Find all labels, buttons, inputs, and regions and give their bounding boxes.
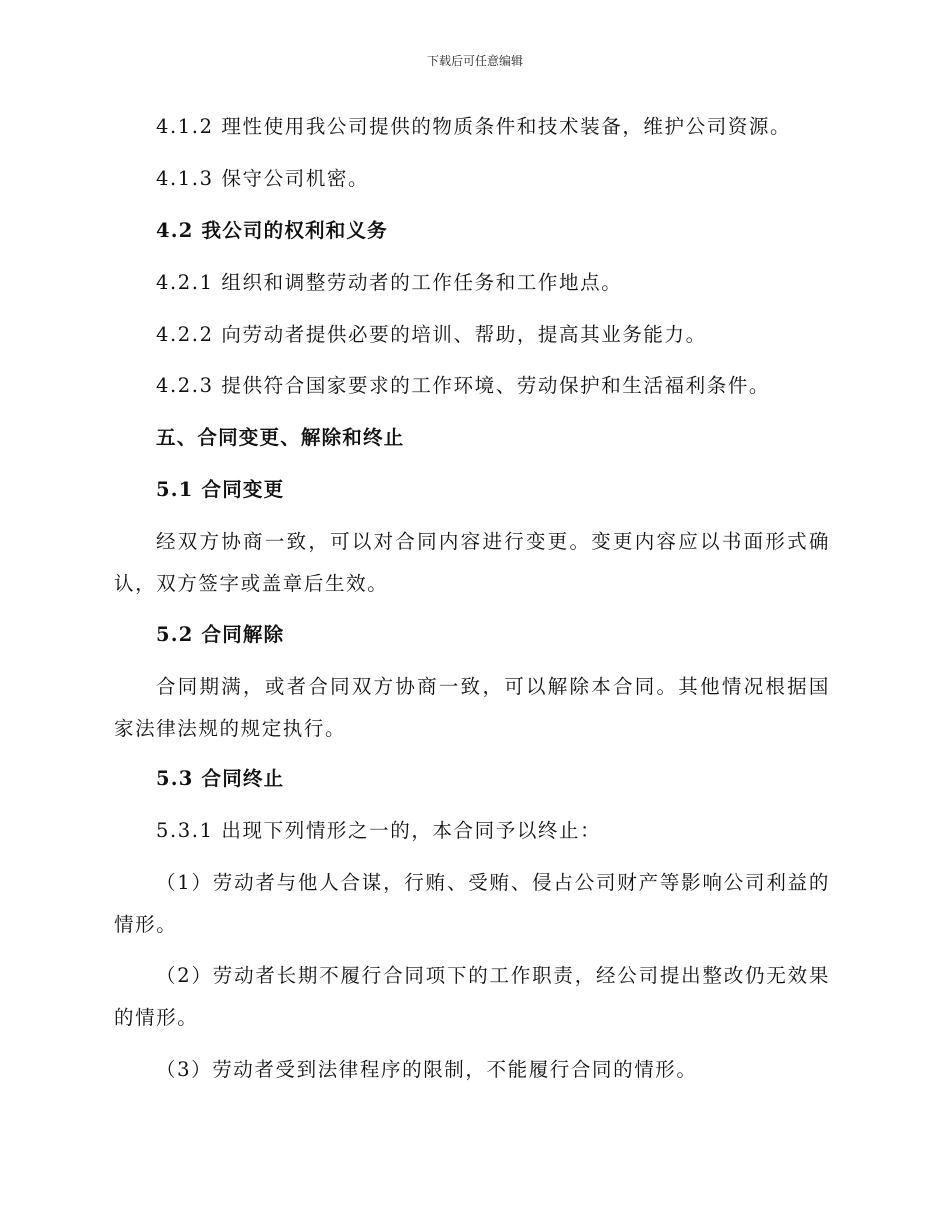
section-heading-5-2: 5.2 合同解除 xyxy=(156,623,285,646)
paragraph-contract-termination: 合同期满，或者合同双方协商一致，可以解除本合同。其他情况根据国家法律法规的规定执行。 xyxy=(114,675,830,740)
list-item-1: （1）劳动者与他人合谋，行贿、受贿、侵占公司财产等影响公司利益的情形。 xyxy=(114,871,830,936)
clause-4-2-3: 4.2.3 提供符合国家要求的工作环境、劳动保护和生活福利条件。 xyxy=(156,374,771,397)
section-heading-4-2: 4.2 我公司的权利和义务 xyxy=(156,219,388,242)
list-item-2: （2）劳动者长期不履行合同项下的工作职责，经公司提出整改仍无效果的情形。 xyxy=(114,964,830,1029)
list-item-3: （3）劳动者受到法律程序的限制，不能履行合同的情形。 xyxy=(156,1058,698,1081)
clause-4-1-3: 4.1.3 保守公司机密。 xyxy=(156,167,370,190)
paragraph-contract-change: 经双方协商一致，可以对合同内容进行变更。变更内容应以书面形式确认，双方签字或盖章后生效。 xyxy=(114,530,830,595)
clause-4-1-2: 4.1.2 理性使用我公司提供的物质条件和技术装备，维护公司资源。 xyxy=(156,115,792,138)
section-heading-5-1: 5.1 合同变更 xyxy=(156,478,285,501)
chapter-heading-5: 五、合同变更、解除和终止 xyxy=(156,426,405,449)
page-header: 下载后可任意编辑 xyxy=(426,54,523,68)
clause-5-3-1: 5.3.1 出现下列情形之一的，本合同予以终止： xyxy=(156,819,602,842)
clause-4-2-2: 4.2.2 向劳动者提供必要的培训、帮助，提高其业务能力。 xyxy=(156,323,707,346)
clause-4-2-1: 4.2.1 组织和调整劳动者的工作任务和工作地点。 xyxy=(156,271,623,294)
section-heading-5-3: 5.3 合同终止 xyxy=(156,767,285,790)
